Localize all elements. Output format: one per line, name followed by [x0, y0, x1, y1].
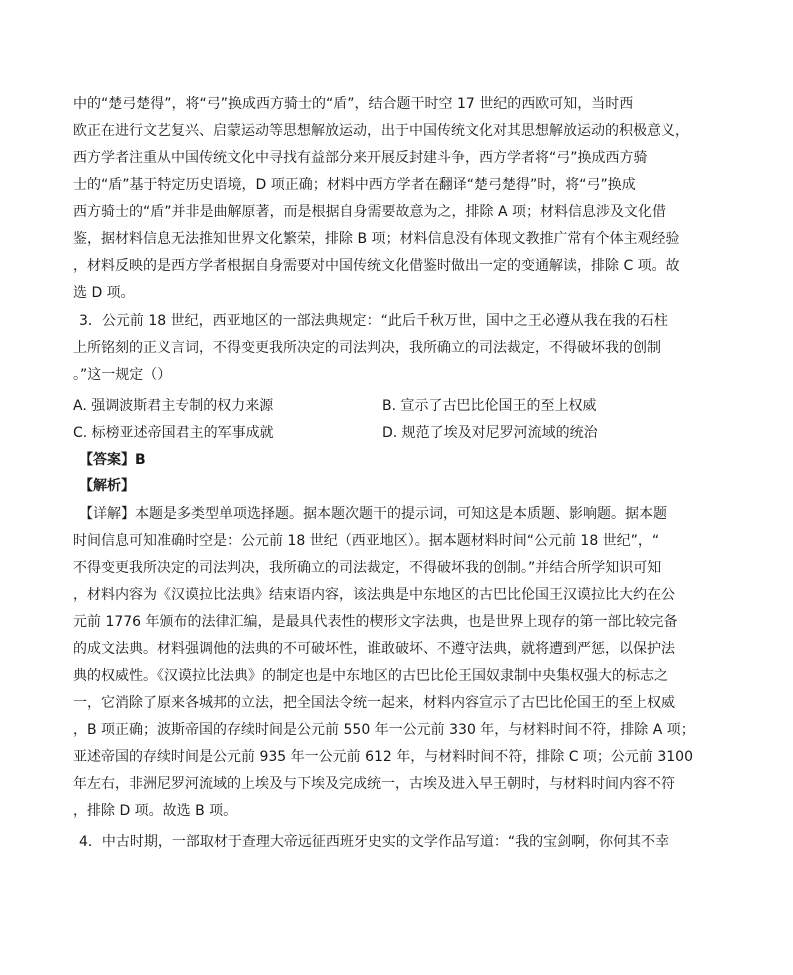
- detail-line: 一，它消除了原来各城邦的立法，把全国法令统一起来，材料内容宣示了古巴比伦国王的至上权威: [73, 695, 675, 711]
- text-line: 西方骑士的“盾”并非是曲解原著，而是根据自身需要故意为之，排除 A 项；材料信息涉及文化借: [73, 204, 666, 220]
- detail-line: 亚述帝国的存续时间是公元前 935 年一公元前 612 年，与材料时间不符，排除 C 项；公元前 3100: [73, 749, 693, 765]
- text-line: 中的“楚弓楚得”，将“弓”换成西方骑士的“盾”，结合题干时空 17 世纪的西欧可知，当时西: [73, 96, 634, 112]
- option-b: B. 宣示了古巴比伦国王的至上权威: [382, 398, 597, 414]
- option-d: D. 规范了埃及对尼罗河流域的统治: [382, 425, 598, 441]
- detail-line: ，B 项正确；波斯帝国的存续时间是公元前 550 年一公元前 330 年，与材料时间不符，排除 A 项；: [73, 722, 695, 738]
- question-stem-line: 。”这一规定（）: [73, 367, 172, 383]
- text-line: 欧正在进行文艺复兴、启蒙运动等思想解放运动，出于中国传统文化对其思想解放运动的积极意义，: [73, 123, 689, 139]
- analysis-label: 【解析】: [79, 478, 135, 494]
- detail-line: ，材料内容为《汉谟拉比法典》结束语内容，该法典是中东地区的古巴比伦国王汉谟拉比大约在公: [73, 587, 675, 603]
- text-line: 选 D 项。: [73, 285, 135, 301]
- detail-line: 的成文法典。材料强调他的法典的不可破坏性，谁敢破坏、不遵守法典，就将遭到严惩，以保护法: [73, 641, 675, 657]
- detail-line: ，排除 D 项。故选 B 项。: [73, 803, 238, 819]
- detail-line: 元前 1776 年颁布的法律汇编，是最具代表性的楔形文字法典，也是世界上现存的第一部比较完备: [73, 614, 678, 630]
- answer-label: 【答案】B: [79, 452, 146, 468]
- question-stem-line: 上所铭刻的正义言词，不得变更我所决定的司法判决，我所确立的司法裁定，不得破坏我的创制: [73, 340, 661, 356]
- option-c: C. 标榜亚述帝国君主的军事成就: [73, 425, 274, 441]
- text-line: ，材料反映的是西方学者根据自身需要对中国传统文化借鉴时做出一定的变通解读，排除 C 项。故: [73, 258, 680, 274]
- detail-line: 时间信息可知准确时空是：公元前 18 世纪（西亚地区）。据本题材料时间“公元前 18 世纪”，“: [73, 533, 660, 549]
- text-line: 士的“盾”基于特定历史语境，D 项正确；材料中西方学者在翻译“楚弓楚得”时，将“弓”换成: [73, 177, 636, 193]
- question-stem-line: 3．公元前 18 世纪，西亚地区的一部法典规定：“此后千秋万世，国中之王必遵从我在我的石柱: [79, 313, 668, 329]
- detail-line: 典的权威性。《汉谟拉比法典》的制定也是中东地区的古巴比伦王国奴隶制中央集权强大的标志之: [73, 668, 668, 684]
- option-a: A. 强调波斯君主专制的权力来源: [73, 398, 274, 414]
- text-line: 鉴，据材料信息无法推知世界文化繁荣，排除 B 项；材料信息没有体现文教推广常有个体主观经验: [73, 231, 680, 247]
- detail-line: 不得变更我所决定的司法判决，我所确立的司法裁定，不得破坏我的创制。”并结合所学知识可知: [73, 560, 662, 576]
- question-stem-line: 4．中古时期，一部取材于查理大帝远征西班牙史实的文学作品写道：“我的宝剑啊，你何其不幸: [79, 834, 670, 850]
- detail-line: 年左右，非洲尼罗河流域的上埃及与下埃及完成统一，古埃及进入早王朝时，与材料时间内容不符: [73, 776, 675, 792]
- detail-line: 【详解】本题是多类型单项选择题。据本题次题干的提示词，可知这是本质题、影响题。据本题: [79, 506, 667, 522]
- text-line: 西方学者注重从中国传统文化中寻找有益部分来开展反封建斗争，西方学者将“弓”换成西方骑: [73, 150, 648, 166]
